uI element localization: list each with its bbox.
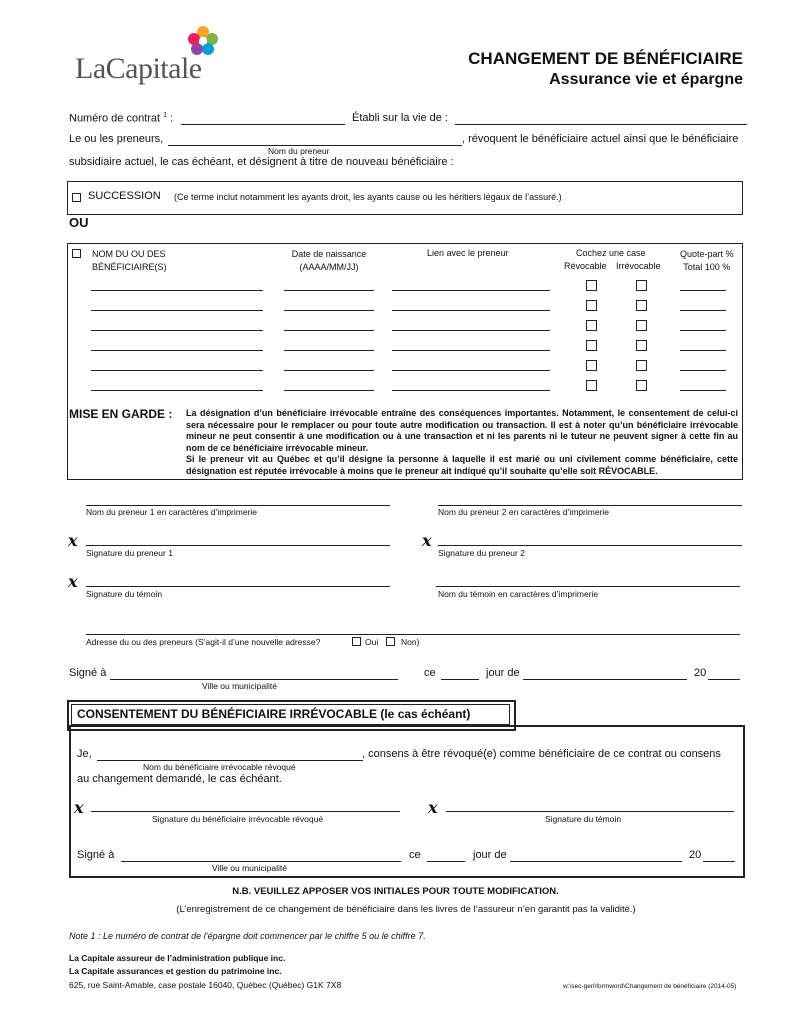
month-field[interactable] [523, 679, 687, 680]
col-name-header: NOM DU OU DES [92, 249, 166, 259]
consent-day-field[interactable] [427, 861, 465, 862]
irrevocable-checkbox[interactable] [636, 280, 647, 291]
company-name-1: La Capitale assureur de l’administration publique inc. [69, 953, 286, 963]
beneficiary-name-field[interactable] [91, 350, 263, 351]
revocable-checkbox[interactable] [586, 360, 597, 371]
signature-x-icon: x [422, 531, 432, 550]
company-logo-text: LaCapitale [75, 52, 202, 85]
contract-number-field[interactable] [181, 124, 345, 125]
beneficiary-share-field[interactable] [680, 330, 726, 331]
succession-label: SUCCESSION [88, 190, 161, 202]
witness-name-field[interactable] [436, 586, 740, 587]
beneficiary-dob-field[interactable] [284, 350, 374, 351]
consent-witness-signature-field[interactable] [446, 811, 734, 812]
company-address: 625, rue Saint-Amable, case postale 16040, Québec (Québec) G1K 7X8 [69, 980, 342, 990]
witness-name-caption: Nom du témoin en caractères d’imprimerie [438, 589, 599, 599]
beneficiary-share-field[interactable] [680, 370, 726, 371]
consent-year-prefix: 20 [689, 849, 702, 861]
revocable-checkbox[interactable] [586, 280, 597, 291]
col-share-total: Total 100 % [683, 262, 731, 272]
warning-text: La désignation d’un bénéficiaire irrévocable entraîne des conséquences importantes. Notamment, le consentement de celui-ci sera nécessaire pour le remplacer ou pour toute autre modification ou transaction. Il est à noter qu’un bénéficiaire irrévocable mineur ne peut consentir à une modification ou à une transaction et ni les parents ni le tuteur ne peuvent signer à cette fin au nom de ce bénéficiaire irrévocable mineur. [186, 408, 738, 453]
or-label: OU [69, 215, 89, 230]
col-check-header: Cochez une case [576, 248, 646, 258]
consent-text: , consens à être révoqué(e) comme bénéficiaire de ce contrat ou consens [362, 748, 721, 760]
beneficiary-name-field[interactable] [91, 370, 263, 371]
policyholder1-signature-caption: Signature du preneur 1 [86, 548, 173, 558]
consent-month-field[interactable] [510, 861, 682, 862]
beneficiary-dob-field[interactable] [284, 370, 374, 371]
beneficiary-relation-field[interactable] [392, 290, 550, 291]
beneficiary-share-field[interactable] [680, 290, 726, 291]
day-field[interactable] [441, 679, 479, 680]
warning-label: MISE EN GARDE : [69, 407, 173, 421]
irrevocable-checkbox[interactable] [636, 300, 647, 311]
company-name-2: La Capitale assurances et gestion du patrimoine inc. [69, 966, 282, 976]
succession-note: (Ce terme inclut notamment les ayants droit, les ayants cause ou les héritiers légaux de l’assuré.) [174, 192, 562, 202]
policyholder1-name-caption: Nom du preneur 1 en caractères d’imprimerie [86, 507, 258, 517]
col-dob-header: Date de naissance [291, 249, 367, 259]
new-address-yes-label: Oui [365, 637, 379, 647]
policyholder-caption: Nom du preneur [268, 146, 330, 156]
policyholder2-name-field[interactable] [438, 505, 742, 506]
consent-witness-caption: Signature du témoin [545, 814, 622, 824]
beneficiary-share-field[interactable] [680, 350, 726, 351]
beneficiary-share-field[interactable] [680, 390, 726, 391]
insured-name-field[interactable] [455, 124, 747, 125]
consent-day-of-label: jour de [473, 849, 507, 861]
policyholders-label: Le ou les preneurs, [69, 133, 164, 145]
new-address-yes-checkbox[interactable] [352, 637, 361, 646]
signature-x-icon: x [68, 531, 78, 550]
signature-x-icon: x [74, 798, 84, 817]
consent-city-field[interactable] [121, 861, 401, 862]
revoked-name-caption: Nom du bénéficiaire irrévocable révoqué [143, 762, 296, 772]
consent-je-label: Je, [77, 748, 92, 760]
consent-title: CONSENTEMENT DU BÉNÉFICIAIRE IRRÉVOCABLE (le cas échéant) [77, 707, 471, 721]
beneficiary-dob-field[interactable] [284, 330, 374, 331]
beneficiary-name-field[interactable] [91, 390, 263, 391]
col-revocable-header: Révocable [564, 261, 607, 271]
beneficiary-dob-field[interactable] [284, 290, 374, 291]
form-subtitle: Assurance vie et épargne [549, 71, 743, 88]
beneficiary-name-field[interactable] [91, 330, 263, 331]
revoke-text: , révoquent le bénéficiaire actuel ainsi que le bénéficiaire [462, 133, 739, 145]
consent-year-field[interactable] [703, 861, 735, 862]
succession-checkbox[interactable] [72, 193, 81, 202]
revocable-checkbox[interactable] [586, 320, 597, 331]
consent-city-caption: Ville ou municipalité [212, 863, 287, 873]
signature-x-icon: x [428, 798, 438, 817]
address-caption: Adresse du ou des preneurs (S’agit-il d’une nouvelle adresse? [86, 637, 321, 647]
footnote-marker: 1 [163, 112, 168, 119]
beneficiaries-checkbox[interactable] [72, 249, 81, 258]
col-irrevocable-header: Irrévocable [616, 261, 661, 271]
signature-x-icon: x [68, 572, 78, 591]
ce-label: ce [424, 667, 436, 679]
consent-signed-at-label: Signé à [77, 849, 115, 861]
policyholder1-signature-field[interactable] [86, 545, 390, 546]
new-address-no-label: Non) [401, 637, 420, 647]
year-field[interactable] [708, 679, 740, 680]
col-name-header-2: BÉNÉFICIAIRE(S) [92, 262, 167, 272]
revoked-signature-field[interactable] [91, 811, 400, 812]
signed-at-label: Signé à [69, 667, 107, 679]
note-1: Note 1 : Le numéro de contrat de l’épargne doit commencer par le chiffre 5 ou le chiffre 7. [69, 931, 426, 941]
file-path: w:\sec-gen\formword\Changement de bénéficiaire (2014-05) [563, 983, 737, 990]
nb-initials-notice: N.B. VEUILLEZ APPOSER VOS INITIALES POUR TOUTE MODIFICATION. [232, 886, 559, 897]
witness-signature-field[interactable] [86, 586, 390, 587]
form-title: CHANGEMENT DE BÉNÉFICIAIRE [468, 49, 743, 68]
beneficiary-relation-field[interactable] [392, 350, 550, 351]
contract-label: Numéro de contrat [69, 112, 161, 125]
beneficiary-relation-field[interactable] [392, 370, 550, 371]
irrevocable-checkbox[interactable] [636, 360, 647, 371]
irrevocable-checkbox[interactable] [636, 340, 647, 351]
beneficiary-name-field[interactable] [91, 290, 263, 291]
beneficiary-relation-field[interactable] [392, 310, 550, 311]
established-label: Établi sur la vie de : [352, 112, 448, 124]
revoked-beneficiary-name-field[interactable] [97, 760, 363, 761]
beneficiary-relation-field[interactable] [392, 330, 550, 331]
new-address-no-checkbox[interactable] [386, 637, 395, 646]
col-relation-header: Lien avec le preneur [427, 248, 509, 258]
beneficiary-relation-field[interactable] [392, 390, 550, 391]
beneficiary-name-field[interactable] [91, 310, 263, 311]
witness-signature-caption: Signature du témoin [86, 589, 163, 599]
revocable-checkbox[interactable] [586, 380, 597, 391]
col-share-header: Quote-part % [680, 249, 734, 259]
revocable-checkbox[interactable] [586, 300, 597, 311]
beneficiary-dob-field[interactable] [284, 390, 374, 391]
policyholder2-signature-field[interactable] [438, 545, 742, 546]
policyholder1-name-field[interactable] [86, 505, 390, 506]
policyholder2-signature-caption: Signature du preneur 2 [438, 548, 525, 558]
warning-text-quebec: Si le preneur vit au Québec et qu’il désigne la personne à laquelle il est marié ou uni civilement comme bénéficiaire, cette désignation est réputée irrévocable à moins que le preneur ait indiqué qu’il souhaite qu’elle soit RÉVOCABLE. [186, 454, 738, 476]
revocable-checkbox[interactable] [586, 340, 597, 351]
col-dob-format: (AAAA/MM/JJ) [299, 262, 359, 272]
irrevocable-checkbox[interactable] [636, 380, 647, 391]
city-caption: Ville ou municipalité [202, 681, 277, 691]
consent-text-2: au changement demandé, le cas échéant. [77, 773, 282, 785]
irrevocable-checkbox[interactable] [636, 320, 647, 331]
address-field[interactable] [86, 634, 740, 635]
day-of-label: jour de [486, 667, 520, 679]
beneficiary-dob-field[interactable] [284, 310, 374, 311]
year-prefix-label: 20 [694, 667, 707, 679]
policyholder2-name-caption: Nom du preneur 2 en caractères d’imprimerie [438, 507, 610, 517]
continuation-text: subsidiaire actuel, le cas échéant, et désignent à titre de nouveau bénéficiaire : [69, 156, 454, 168]
registration-notice: (L’enregistrement de ce changement de bénéficiaire dans les livres de l’assureur n’en garantit pas la validité.) [176, 904, 636, 915]
beneficiary-share-field[interactable] [680, 310, 726, 311]
consent-ce-label: ce [409, 849, 421, 861]
signed-at-city-field[interactable] [110, 679, 398, 680]
revoked-signature-caption: Signature du bénéficiaire irrévocable révoqué [152, 814, 324, 824]
